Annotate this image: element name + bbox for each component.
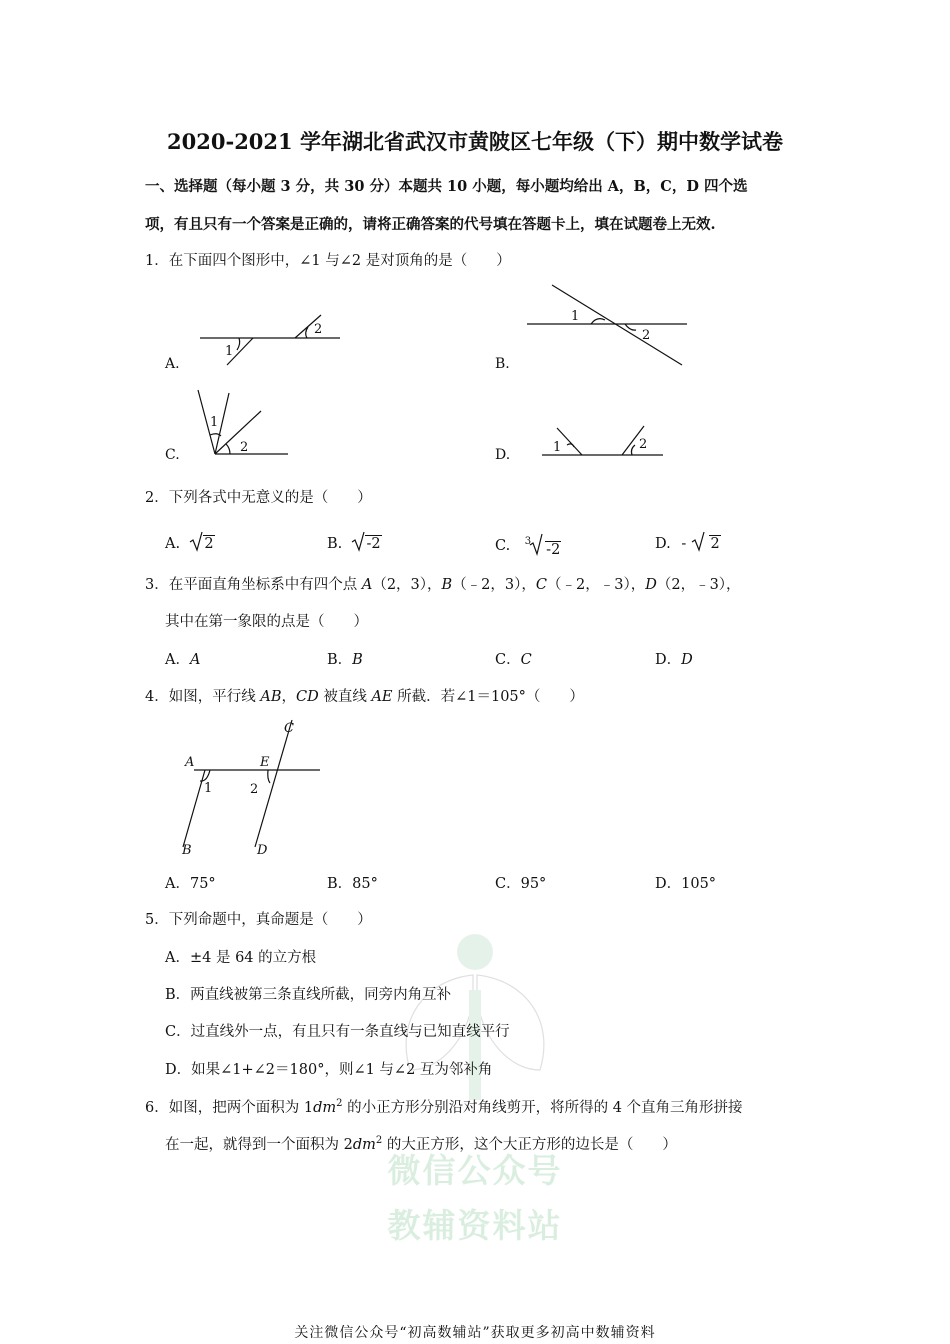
fig-c-angle-1: 1 — [210, 415, 219, 430]
q1-option-a-label: A. — [165, 356, 180, 372]
q1-figure-b — [525, 283, 695, 368]
fig4-angle-2: 2 — [250, 782, 259, 797]
q2-option-d: D. - 2 — [655, 528, 721, 552]
fig-d-angle-2: 2 — [639, 437, 648, 452]
q2-sqrt-symbol-d — [691, 531, 705, 551]
question-1-stem: 1．在下面四个图形中，∠1 与∠2 是对顶角的是（ ） — [145, 253, 511, 269]
q1-figure-c — [195, 388, 295, 460]
fig4-point-a: A — [185, 755, 195, 770]
question-6-line2: 在一起，就得到一个面积为 $2dm^2$ 的大正方形，这个大正方形的边长是（ ） — [165, 1135, 677, 1153]
question-2-stem: 2．下列各式中无意义的是（ ） — [145, 490, 372, 506]
q1-option-d-label: D. — [495, 447, 511, 463]
q1-option-c-label: C. — [165, 447, 180, 463]
q5-option-a: A．±4 是 64 的立方根 — [165, 950, 317, 966]
fig-c-angle-2: 2 — [240, 440, 249, 455]
page-title: 2020-2021 学年湖北省武汉市黄陂区七年级（下）期中数学试卷 — [167, 129, 783, 154]
q4-option-b: B．85° — [327, 876, 378, 892]
q2-sqrt-symbol-b — [351, 531, 365, 551]
q4-option-d: D．105° — [655, 876, 717, 892]
q2-option-c: C. $^3$-2 — [495, 528, 561, 554]
question-4-stem: 4．如图，平行线 AB，CD 被直线 AE 所截．若∠1＝105°（ ） — [145, 689, 584, 705]
q2-sqrt-symbol-a — [189, 531, 203, 551]
fig-a-angle-1: 1 — [225, 344, 234, 359]
q3-option-b: B．B — [327, 652, 363, 668]
q1-option-b-label: B. — [495, 356, 510, 372]
fig4-point-e: E — [260, 755, 270, 770]
watermark-line2: 教辅资料站 — [387, 1206, 563, 1245]
q5-option-b: B．两直线被第三条直线所截，同旁内角互补 — [165, 987, 452, 1003]
q2-option-b: B. -2 — [327, 528, 382, 552]
question-6-line1: 6．如图，把两个面积为 $1dm^2$ 的小正方形分别沿对角线剪开，将所得的 4 个直角三角形拼接 — [145, 1098, 743, 1116]
section-instructions-line1: 一、选择题（每小题 3 分，共 30 分）本题共 10 小题，每小题均给出 A，B，C，D 四个选 — [145, 178, 748, 195]
q1-figure-d — [540, 420, 670, 460]
fig4-angle-1: 1 — [204, 781, 213, 796]
question-3-stem: 3．在平面直角坐标系中有四个点 A（2，3），B（﹣2，3），C（﹣2，﹣3），D（2，﹣3）， — [145, 577, 741, 593]
fig4-point-d: D — [257, 843, 268, 858]
q3-option-d: D．D — [655, 652, 693, 668]
fig-b-angle-1: 1 — [571, 309, 580, 324]
fig-b-angle-2: 2 — [642, 328, 651, 343]
q3-option-c: C．C — [495, 652, 532, 668]
q2-option-a: A. 2 — [165, 528, 215, 552]
page-footer: 关注微信公众号“初高数辅站”获取更多初高中数辅资料 — [294, 1325, 656, 1341]
question-3-line2: 其中在第一象限的点是（ ） — [165, 614, 368, 630]
question-5-stem: 5．下列命题中，真命题是（ ） — [145, 912, 372, 928]
watermark-line1: 微信公众号 — [387, 1151, 563, 1190]
q5-option-c: C．过直线外一点，有且只有一条直线与已知直线平行 — [165, 1024, 510, 1040]
q3-option-a: A．A — [165, 652, 201, 668]
q4-option-a: A．75° — [165, 876, 216, 892]
fig-a-angle-2: 2 — [314, 322, 323, 337]
fig4-point-b: B — [182, 843, 192, 858]
q4-option-c: C．95° — [495, 876, 547, 892]
section-instructions-line2: 项，有且只有一个答案是正确的，请将正确答案的代号填在答题卡上，填在试题卷上无效. — [145, 216, 716, 233]
q2-cbrt-symbol-c — [529, 533, 543, 555]
q5-option-d: D．如果∠1+∠2＝180°，则∠1 与∠2 互为邻补角 — [165, 1062, 493, 1078]
fig4-point-c: C — [284, 721, 294, 736]
fig-d-angle-1: 1 — [553, 440, 562, 455]
q4-figure-parallel-lines — [170, 715, 330, 860]
q1-figure-a — [195, 315, 345, 375]
